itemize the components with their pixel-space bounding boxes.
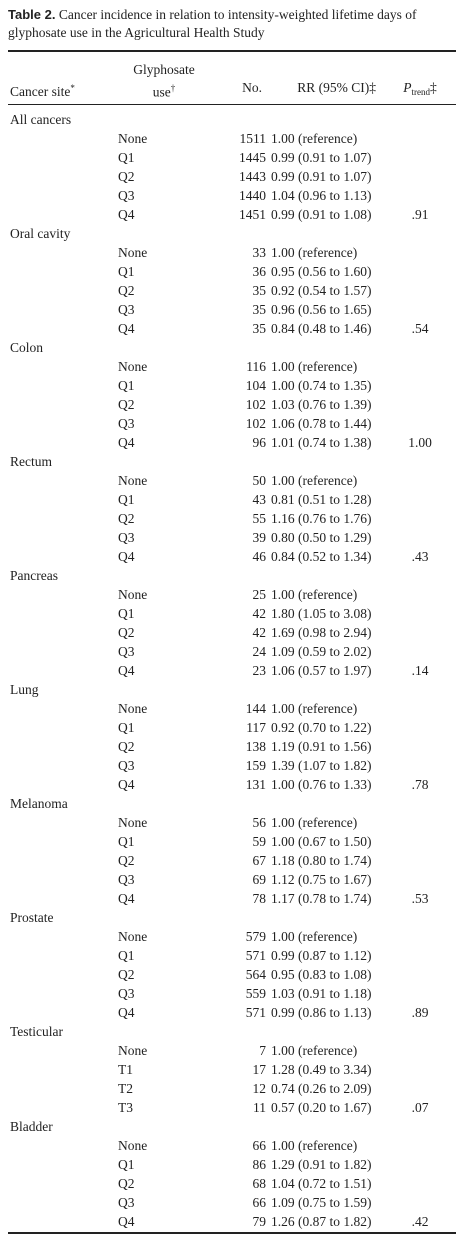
- table-row: [8, 243, 456, 262]
- table-caption: [8, 6, 456, 42]
- rr-ci-cell: 1.28 (0.49 to 3.34): [271, 1062, 372, 1077]
- table-row: [8, 414, 456, 433]
- header-number: No.: [242, 80, 262, 95]
- top-rule: [8, 50, 456, 52]
- use-category-cell: None: [118, 815, 148, 830]
- table-row: [8, 1060, 456, 1079]
- rr-ci-cell: 1.03 (0.91 to 1.18): [271, 986, 372, 1001]
- rr-ci-cell: 1.00 (0.74 to 1.35): [271, 378, 372, 393]
- table-caption-text: Cancer incidence in relation to intensity-weighted lifetime days of glyphosate use in the Agricultural Health Study: [8, 7, 417, 40]
- case-count-cell: 33: [252, 245, 266, 260]
- rr-ci-cell: 1.03 (0.76 to 1.39): [271, 397, 372, 412]
- rr-ci-cell: 0.84 (0.48 to 1.46): [271, 321, 372, 336]
- use-category-cell: None: [118, 131, 148, 146]
- case-count-cell: 559: [245, 986, 266, 1001]
- table-row: [8, 281, 456, 300]
- use-category-cell: Q3: [118, 758, 135, 773]
- use-category-cell: Q4: [118, 321, 135, 336]
- use-category-cell: Q2: [118, 283, 135, 298]
- p-trend-cell: .43: [411, 549, 429, 564]
- cancer-site-label: Testicular: [10, 1024, 64, 1039]
- rr-ci-cell: 1.00 (reference): [271, 1043, 358, 1058]
- rr-ci-cell: 1.09 (0.75 to 1.59): [271, 1195, 372, 1210]
- cancer-site-label: Prostate: [10, 910, 54, 925]
- rr-ci-cell: 1.18 (0.80 to 1.74): [271, 853, 372, 868]
- case-count-cell: 42: [252, 606, 266, 621]
- case-count-cell: 579: [245, 929, 266, 944]
- rr-ci-cell: 0.96 (0.56 to 1.65): [271, 302, 372, 317]
- case-count-cell: 7: [259, 1043, 266, 1058]
- table-row: [8, 642, 456, 661]
- rr-ci-cell: 1.00 (reference): [271, 1138, 358, 1153]
- rr-ci-cell: 0.57 (0.20 to 1.67): [271, 1100, 372, 1115]
- table-row: [8, 186, 456, 205]
- header-p-footnote-mark: ‡: [430, 80, 437, 95]
- header-glyphosate-use-line1: Glyphosate: [133, 62, 195, 77]
- table-row: [8, 604, 456, 623]
- table-row: [8, 1174, 456, 1193]
- p-trend-cell: .91: [411, 207, 429, 222]
- rr-ci-cell: 0.99 (0.91 to 1.07): [271, 169, 372, 184]
- use-category-cell: None: [118, 587, 148, 602]
- table-row: [8, 756, 456, 775]
- use-category-cell: Q4: [118, 1005, 135, 1020]
- table-row: [8, 1212, 456, 1231]
- cancer-site-label: Oral cavity: [10, 226, 71, 241]
- use-category-cell: None: [118, 473, 148, 488]
- header-glyphosate-use: [118, 61, 210, 102]
- table-row: [8, 528, 456, 547]
- rr-ci-cell: 1.19 (0.91 to 1.56): [271, 739, 372, 754]
- case-count-cell: 36: [252, 264, 266, 279]
- use-category-cell: None: [118, 1138, 148, 1153]
- p-trend-cell: .14: [411, 663, 429, 678]
- bottom-rule: [8, 1232, 456, 1234]
- rr-ci-cell: 1.06 (0.78 to 1.44): [271, 416, 372, 431]
- rr-ci-cell: 1.00 (reference): [271, 587, 358, 602]
- case-count-cell: 564: [245, 967, 266, 982]
- table-row: [8, 300, 456, 319]
- case-count-cell: 66: [252, 1195, 266, 1210]
- rr-ci-cell: 0.84 (0.52 to 1.34): [271, 549, 372, 564]
- table-row: [8, 1098, 456, 1117]
- rr-ci-cell: 0.74 (0.26 to 2.09): [271, 1081, 372, 1096]
- use-category-cell: Q1: [118, 264, 135, 279]
- table-row: [8, 965, 456, 984]
- use-category-cell: Q1: [118, 948, 135, 963]
- rr-ci-cell: 0.99 (0.91 to 1.08): [271, 207, 372, 222]
- table-row: [8, 775, 456, 794]
- use-category-cell: Q2: [118, 169, 135, 184]
- table-row: [8, 832, 456, 851]
- table-row: [8, 129, 456, 148]
- p-trend-cell: .78: [411, 777, 429, 792]
- header-p-trend: [394, 79, 446, 101]
- use-category-cell: Q2: [118, 625, 135, 640]
- case-count-cell: 104: [245, 378, 266, 393]
- table-row: [8, 946, 456, 965]
- cancer-site-label: Melanoma: [10, 796, 68, 811]
- rr-ci-cell: 1.00 (reference): [271, 929, 358, 944]
- use-category-cell: Q2: [118, 397, 135, 412]
- case-count-cell: 1440: [239, 188, 266, 203]
- rr-ci-cell: 1.00 (reference): [271, 815, 358, 830]
- use-category-cell: Q1: [118, 606, 135, 621]
- rr-ci-cell: 1.09 (0.59 to 2.02): [271, 644, 372, 659]
- case-count-cell: 59: [252, 834, 266, 849]
- p-trend-cell: .89: [411, 1005, 429, 1020]
- table-row: [8, 262, 456, 281]
- use-category-cell: Q2: [118, 967, 135, 982]
- rr-ci-cell: 1.39 (1.07 to 1.82): [271, 758, 372, 773]
- cancer-site-label: Lung: [10, 682, 39, 697]
- rr-ci-cell: 1.16 (0.76 to 1.76): [271, 511, 372, 526]
- header-cancer-site: [10, 79, 75, 101]
- use-category-cell: Q3: [118, 302, 135, 317]
- case-count-cell: 35: [252, 302, 266, 317]
- case-count-cell: 23: [252, 663, 266, 678]
- cancer-site-label: Rectum: [10, 454, 52, 469]
- case-count-cell: 42: [252, 625, 266, 640]
- rr-ci-cell: 1.26 (0.87 to 1.82): [271, 1214, 372, 1229]
- case-count-cell: 50: [252, 473, 266, 488]
- table-row: [8, 623, 456, 642]
- header-rr-ci: RR (95% CI)‡: [297, 80, 376, 95]
- use-category-cell: Q2: [118, 1176, 135, 1191]
- use-category-cell: Q1: [118, 492, 135, 507]
- case-count-cell: 67: [252, 853, 266, 868]
- case-count-cell: 17: [252, 1062, 266, 1077]
- header-p-letter: P: [403, 80, 412, 95]
- table-row: [8, 1041, 456, 1060]
- rr-ci-cell: 1.12 (0.75 to 1.67): [271, 872, 372, 887]
- case-count-cell: 46: [252, 549, 266, 564]
- case-count-cell: 1511: [239, 131, 266, 146]
- use-category-cell: Q3: [118, 644, 135, 659]
- rr-ci-cell: 1.00 (0.76 to 1.33): [271, 777, 372, 792]
- table-row: [8, 737, 456, 756]
- table-row: [8, 1003, 456, 1022]
- use-category-cell: Q1: [118, 378, 135, 393]
- use-category-cell: Q4: [118, 549, 135, 564]
- rr-ci-cell: 1.00 (reference): [271, 359, 358, 374]
- use-category-cell: Q4: [118, 207, 135, 222]
- case-count-cell: 35: [252, 283, 266, 298]
- case-count-cell: 117: [246, 720, 266, 735]
- table-label: Table 2.: [8, 7, 56, 22]
- case-count-cell: 43: [252, 492, 266, 507]
- use-category-cell: Q2: [118, 739, 135, 754]
- p-trend-cell: .53: [411, 891, 429, 906]
- table-row: [8, 1079, 456, 1098]
- use-category-cell: Q4: [118, 435, 135, 450]
- rr-ci-cell: 1.04 (0.96 to 1.13): [271, 188, 372, 203]
- p-trend-cell: 1.00: [408, 435, 432, 450]
- table-row: [8, 509, 456, 528]
- table-row: [8, 319, 456, 338]
- case-count-cell: 1443: [239, 169, 266, 184]
- use-category-cell: Q1: [118, 150, 135, 165]
- case-count-cell: 55: [252, 511, 266, 526]
- header-glyphosate-use-line2: use: [152, 84, 171, 100]
- rr-ci-cell: 0.99 (0.87 to 1.12): [271, 948, 372, 963]
- cancer-site-label: Bladder: [10, 1119, 53, 1134]
- rr-ci-cell: 0.92 (0.70 to 1.22): [271, 720, 372, 735]
- table-row: [8, 718, 456, 737]
- use-category-cell: Q3: [118, 986, 135, 1001]
- table-row: [8, 851, 456, 870]
- table-row: [8, 661, 456, 680]
- use-category-cell: Q3: [118, 416, 135, 431]
- table-row: [8, 547, 456, 566]
- rr-ci-cell: 1.01 (0.74 to 1.38): [271, 435, 372, 450]
- use-category-cell: Q4: [118, 663, 135, 678]
- case-count-cell: 1445: [239, 150, 266, 165]
- use-category-cell: Q1: [118, 720, 135, 735]
- rr-ci-cell: 1.00 (reference): [271, 131, 358, 146]
- case-count-cell: 24: [252, 644, 266, 659]
- header-rule: [8, 104, 456, 105]
- use-category-cell: Q4: [118, 777, 135, 792]
- use-category-cell: Q2: [118, 511, 135, 526]
- table-row: [8, 471, 456, 490]
- table-row: [8, 148, 456, 167]
- table-row: [8, 376, 456, 395]
- rr-ci-cell: 0.99 (0.86 to 1.13): [271, 1005, 372, 1020]
- use-category-cell: Q1: [118, 1157, 135, 1172]
- cancer-site-label: All cancers: [10, 112, 72, 127]
- case-count-cell: 1451: [239, 207, 266, 222]
- table-row: [8, 1136, 456, 1155]
- use-category-cell: None: [118, 929, 148, 944]
- use-category-cell: None: [118, 359, 148, 374]
- case-count-cell: 159: [245, 758, 266, 773]
- case-count-cell: 102: [245, 397, 266, 412]
- use-category-cell: T2: [118, 1081, 133, 1096]
- header-cancer-site-label: Cancer site: [10, 84, 71, 99]
- case-count-cell: 11: [253, 1100, 266, 1115]
- use-category-cell: Q2: [118, 853, 135, 868]
- table-row: [8, 167, 456, 186]
- case-count-cell: 68: [252, 1176, 266, 1191]
- use-category-cell: T3: [118, 1100, 133, 1115]
- rr-ci-cell: 1.80 (1.05 to 3.08): [271, 606, 372, 621]
- case-count-cell: 66: [252, 1138, 266, 1153]
- table-row: [8, 889, 456, 908]
- case-count-cell: 96: [252, 435, 266, 450]
- use-category-cell: Q1: [118, 834, 135, 849]
- cancer-site-label: Pancreas: [10, 568, 58, 583]
- rr-ci-cell: 1.00 (reference): [271, 701, 358, 716]
- rr-ci-cell: 1.04 (0.72 to 1.51): [271, 1176, 372, 1191]
- rr-ci-cell: 1.29 (0.91 to 1.82): [271, 1157, 372, 1172]
- p-trend-cell: .54: [411, 321, 429, 336]
- case-count-cell: 86: [252, 1157, 266, 1172]
- table-row: [8, 585, 456, 604]
- case-count-cell: 138: [245, 739, 266, 754]
- case-count-cell: 35: [252, 321, 266, 336]
- use-category-cell: Q4: [118, 891, 135, 906]
- table-row: [8, 813, 456, 832]
- use-category-cell: Q3: [118, 530, 135, 545]
- case-count-cell: 116: [246, 359, 266, 374]
- case-count-cell: 12: [252, 1081, 266, 1096]
- case-count-cell: 571: [245, 1005, 266, 1020]
- rr-ci-cell: 1.17 (0.78 to 1.74): [271, 891, 372, 906]
- rr-ci-cell: 1.00 (reference): [271, 473, 358, 488]
- case-count-cell: 56: [252, 815, 266, 830]
- table-row: [8, 205, 456, 224]
- rr-ci-cell: 0.80 (0.50 to 1.29): [271, 530, 372, 545]
- use-category-cell: Q4: [118, 1214, 135, 1229]
- case-count-cell: 571: [245, 948, 266, 963]
- table-row: [8, 1193, 456, 1212]
- rr-ci-cell: 1.00 (reference): [271, 245, 358, 260]
- case-count-cell: 79: [252, 1214, 266, 1229]
- table-row: [8, 433, 456, 452]
- rr-ci-cell: 1.69 (0.98 to 2.94): [271, 625, 372, 640]
- case-count-cell: 69: [252, 872, 266, 887]
- use-category-cell: Q3: [118, 872, 135, 887]
- table-row: [8, 490, 456, 509]
- table-row: [8, 927, 456, 946]
- use-category-cell: Q3: [118, 188, 135, 203]
- rr-ci-cell: 0.95 (0.83 to 1.08): [271, 967, 372, 982]
- table-row: [8, 984, 456, 1003]
- case-count-cell: 78: [252, 891, 266, 906]
- table-row: [8, 395, 456, 414]
- table-body: [8, 110, 456, 1231]
- rr-ci-cell: 1.06 (0.57 to 1.97): [271, 663, 372, 678]
- table-row: [8, 699, 456, 718]
- use-category-cell: None: [118, 701, 148, 716]
- use-category-cell: None: [118, 1043, 148, 1058]
- case-count-cell: 131: [245, 777, 266, 792]
- header-glyphosate-use-footnote-mark: †: [170, 83, 176, 93]
- case-count-cell: 25: [252, 587, 266, 602]
- p-trend-cell: .07: [411, 1100, 429, 1115]
- header-p-subscript: trend: [411, 87, 430, 97]
- rr-ci-cell: 0.99 (0.91 to 1.07): [271, 150, 372, 165]
- header-cancer-site-footnote-mark: *: [70, 83, 75, 93]
- table-row: [8, 870, 456, 889]
- use-category-cell: None: [118, 245, 148, 260]
- rr-ci-cell: 0.92 (0.54 to 1.57): [271, 283, 372, 298]
- case-count-cell: 102: [245, 416, 266, 431]
- rr-ci-cell: 0.95 (0.56 to 1.60): [271, 264, 372, 279]
- p-trend-cell: .42: [411, 1214, 429, 1229]
- cancer-site-label: Colon: [10, 340, 44, 355]
- rr-ci-cell: 0.81 (0.51 to 1.28): [271, 492, 372, 507]
- case-count-cell: 144: [245, 701, 266, 716]
- case-count-cell: 39: [252, 530, 266, 545]
- use-category-cell: Q3: [118, 1195, 135, 1210]
- table-row: [8, 357, 456, 376]
- use-category-cell: T1: [118, 1062, 133, 1077]
- table-row: [8, 1155, 456, 1174]
- rr-ci-cell: 1.00 (0.67 to 1.50): [271, 834, 372, 849]
